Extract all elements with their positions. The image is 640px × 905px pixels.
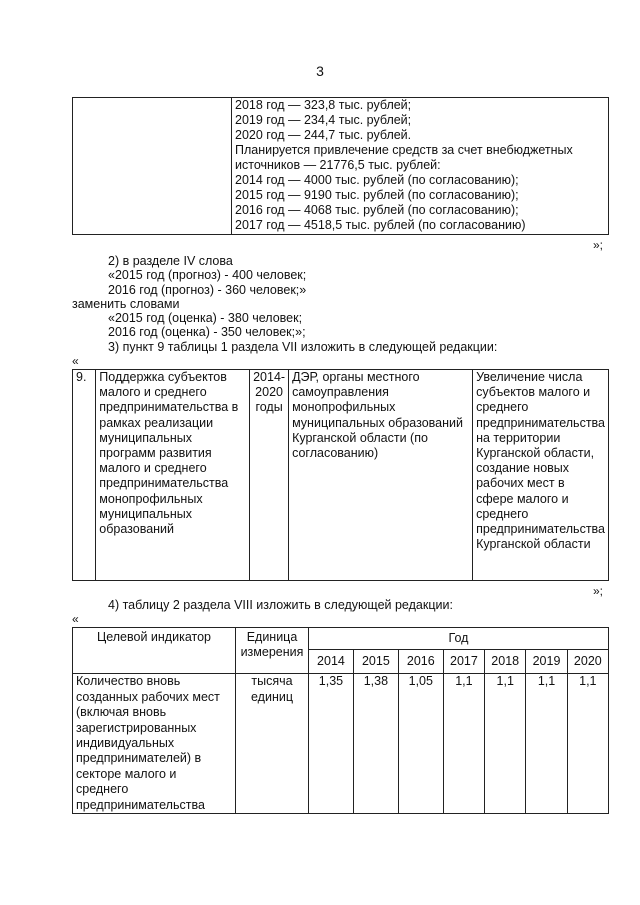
financing-line: 2019 год — 234,4 тыс. рублей;: [235, 113, 412, 127]
financing-line: 2016 год — 4068 тыс. рублей (по согласованию);: [235, 203, 519, 217]
year-cell: 2017: [443, 650, 484, 674]
section3-item: 3) пункт 9 таблицы 1 раздела VII изложить в следующей редакции:: [108, 340, 498, 354]
financing-line: 2018 год — 323,8 тыс. рублей;: [235, 98, 412, 112]
header-year: Год: [309, 628, 609, 650]
year-cell: 2020: [567, 650, 608, 674]
section4-item: 4) таблицу 2 раздела VIII изложить в следующей редакции:: [108, 598, 453, 612]
financing-line: источников — 21776,5 тыс. рублей:: [235, 158, 441, 172]
open-quote: «: [72, 612, 79, 626]
financing-text-cell: [232, 98, 609, 235]
financing-line: 2017 год — 4518,5 тыс. рублей (по согласованию): [235, 218, 526, 232]
financing-line: 2014 год — 4000 тыс. рублей (по согласованию);: [235, 173, 519, 187]
closing-quote: »;: [593, 238, 604, 252]
table-row: [73, 370, 609, 581]
table-row: [73, 674, 609, 814]
row-number: 9.: [73, 370, 96, 581]
value-cell: 1,1: [526, 674, 567, 814]
value-cell: 1,38: [353, 674, 398, 814]
financing-line: 2015 год — 9190 тыс. рублей (по согласованию);: [235, 188, 519, 202]
value-cell: 1,35: [309, 674, 354, 814]
measure-table: [72, 369, 609, 581]
closing-quote: »;: [593, 584, 604, 598]
indicator-table: [72, 627, 609, 814]
financing-table: [72, 97, 609, 235]
year-cell: 2015: [353, 650, 398, 674]
measure-period: 2014-2020 годы: [250, 370, 289, 581]
page-number: 3: [316, 63, 324, 79]
section2-old-line: «2015 год (прогноз) - 400 человек;: [108, 268, 307, 282]
measure-executors: ДЭР, органы местного самоуправления монопрофильных муниципальных образований Курганской области (по согласованию): [289, 370, 473, 581]
section2-item: 2) в разделе IV слова: [108, 254, 233, 268]
value-cell: 1,1: [567, 674, 608, 814]
year-cell: 2016: [398, 650, 443, 674]
section2-replace: заменить словами: [72, 297, 180, 311]
financing-line: 2020 год — 244,7 тыс. рублей.: [235, 128, 412, 142]
indicator-unit: тысяча единиц: [236, 674, 309, 814]
year-cell: 2019: [526, 650, 567, 674]
open-quote: «: [72, 354, 79, 368]
value-cell: 1,1: [485, 674, 526, 814]
year-cell: 2018: [485, 650, 526, 674]
measure-result: Увеличение числа субъектов малого и среднего предпринимательства на территории Курганской области, создание новых рабочих мест в сфере малого и среднего предпринимательства Курганской области: [473, 370, 609, 581]
financing-empty-cell: [73, 98, 232, 235]
indicator-name: Количество вновь созданных рабочих мест (включая вновь зарегистрированных индивидуальных предпринимателей) в секторе малого и среднего предпринимательства: [73, 674, 236, 814]
section2-old-line: 2016 год (прогноз) - 360 человек;»: [108, 283, 307, 297]
header-unit: Единица измерения: [236, 628, 309, 674]
year-cell: 2014: [309, 650, 354, 674]
section2-new-line: 2016 год (оценка) - 350 человек;»;: [108, 325, 306, 339]
header-indicator: Целевой индикатор: [73, 628, 236, 674]
measure-name: Поддержка субъектов малого и среднего предпринимательства в рамках реализации муниципальных программ развития малого и среднего предпринимательства монопрофильных муниципальных образований: [96, 370, 250, 581]
value-cell: 1,05: [398, 674, 443, 814]
financing-line: Планируется привлечение средств за счет внебюджетных: [235, 143, 573, 157]
section2-new-line: «2015 год (оценка) - 380 человек;: [108, 311, 303, 325]
value-cell: 1,1: [443, 674, 484, 814]
